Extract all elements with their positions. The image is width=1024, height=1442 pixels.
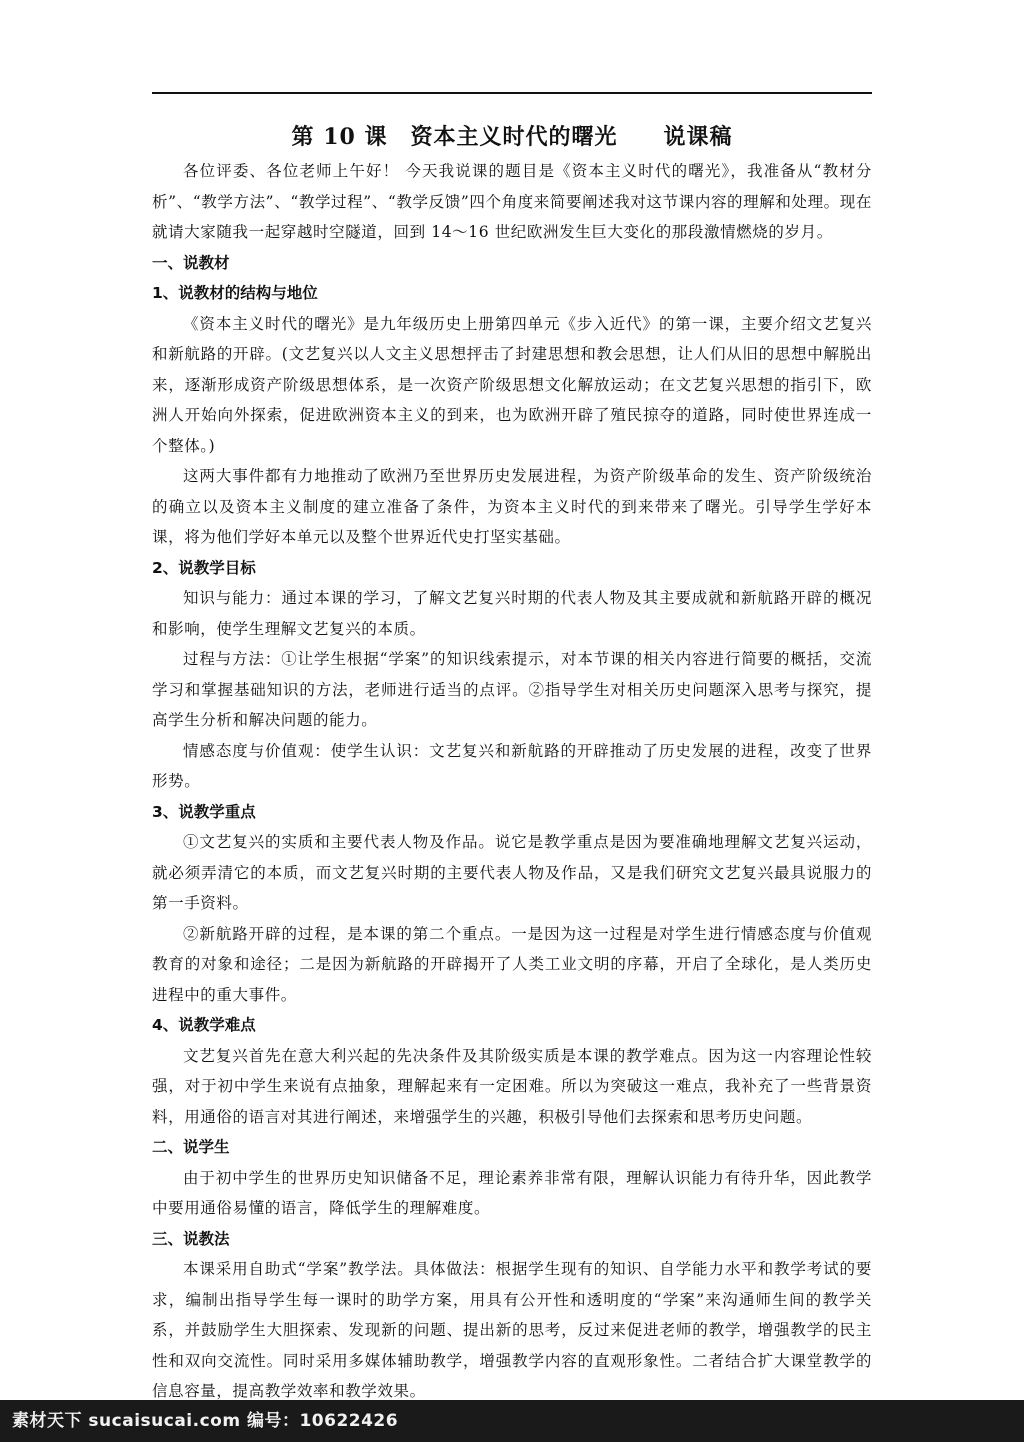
subheading-key-points: 3、说教学重点 <box>152 802 256 821</box>
paragraph: ②新航路开辟的过程，是本课的第二个重点。一是因为这一过程是对学生进行情感态度与价值观教育的对象和途径；二是因为新航路的开辟揭开了人类工业文明的序幕，开启了全球化，是人类历史进程中的重大事件。 <box>152 924 872 1004</box>
document-title: 第 10 课 资本主义时代的曙光 说课稿 <box>291 124 733 150</box>
paragraph: 《资本主义时代的曙光》是九年级历史上册第四单元《步入近代》的第一课，主要介绍文艺复兴和新航路的开辟。(文艺复兴以人文主义思想抨击了封建思想和教会思想，让人们从旧的思想中解脱出来，逐渐形成资产阶级思想体系，是一次资产阶级思想文化解放运动；在文艺复兴思想的指引下，欧洲人开始向外探索，促进欧洲资本主义的到来，也为欧洲开辟了殖民掠夺的道路，同时使世界连成一个整体。) <box>152 314 872 455</box>
section-heading-textbook: 一、说教材 <box>152 253 230 272</box>
paragraph: ①文艺复兴的实质和主要代表人物及作品。说它是教学重点是因为要准确地理解文艺复兴运动，就必须弄清它的本质，而文艺复兴时期的主要代表人物及作品，又是我们研究文艺复兴最具说服力的第一手资料。 <box>152 833 872 912</box>
section-heading-students: 二、说学生 <box>152 1138 230 1156</box>
intro-paragraph: 各位评委、各位老师上午好！ 今天我说课的题目是《资本主义时代的曙光》，我准备从“教材分析”、“教学方法”、“教学过程”、“教学反馈”四个角度来简要阐述我对这节课内容的理解和处理。现在就请大家随我一起穿越时空隧道，回到 14～16 世纪欧洲发生巨大变化的那段激情燃烧的岁月。 <box>152 162 872 241</box>
header-rule <box>152 92 872 94</box>
paragraph: 过程与方法：①让学生根据“学案”的知识线索提示，对本节课的相关内容进行简要的概括，交流学习和掌握基础知识的方法，老师进行适当的点评。②指导学生对相关历史问题深入思考与探究，提高学生分析和解决问题的能力。 <box>152 650 872 729</box>
paragraph: 知识与能力：通过本课的学习，了解文艺复兴时期的代表人物及其主要成就和新航路开辟的概况和影响，使学生理解文艺复兴的本质。 <box>152 589 872 638</box>
section-heading-method: 三、说教法 <box>152 1229 230 1248</box>
paragraph: 由于初中学生的世界历史知识储备不足，理论素养非常有限，理解认识能力有待升华，因此教学中要用通俗易懂的语言，降低学生的理解难度。 <box>152 1168 872 1217</box>
paragraph: 这两大事件都有力地推动了欧洲乃至世界历史发展进程，为资产阶级革命的发生、资产阶级统治的确立以及资本主义制度的建立准备了条件，为资本主义时代的到来带来了曙光。引导学生学好本课，将为他们学好本单元以及整个世界近代史打坚实基础。 <box>152 467 872 546</box>
watermark-bar: 素材天下 sucaisucai.com 编号：10622426 <box>0 1400 1024 1442</box>
document-page <box>152 120 872 1407</box>
paragraph: 本课采用自助式“学案”教学法。具体做法：根据学生现有的知识、自学能力水平和教学考试的要求，编制出指导学生每一课时的助学方案，用具有公开性和透明度的“学案”来沟通师生间的教学关系，并鼓励学生大胆探索、发现新的问题、提出新的思考，反过来促进老师的教学，增强教学的民主性和双向交流性。同时采用多媒体辅助教学，增强教学内容的直观形象性。二者结合扩大课堂教学的信息容量，提高教学效率和教学效果。 <box>152 1260 872 1400</box>
paragraph: 文艺复兴首先在意大利兴起的先决条件及其阶级实质是本课的教学难点。因为这一内容理论性较强，对于初中学生来说有点抽象，理解起来有一定困难。所以为突破这一难点，我补充了一些背景资料，用通俗的语言对其进行阐述，来增强学生的兴趣，积极引导他们去探索和思考历史问题。 <box>152 1046 872 1126</box>
subheading-structure: 1、说教材的结构与地位 <box>152 284 318 302</box>
subheading-difficulties: 4、说教学难点 <box>152 1016 256 1034</box>
subheading-objectives: 2、说教学目标 <box>152 558 256 577</box>
paragraph: 情感态度与价值观：使学生认识：文艺复兴和新航路的开辟推动了历史发展的进程，改变了世界形势。 <box>152 741 872 790</box>
